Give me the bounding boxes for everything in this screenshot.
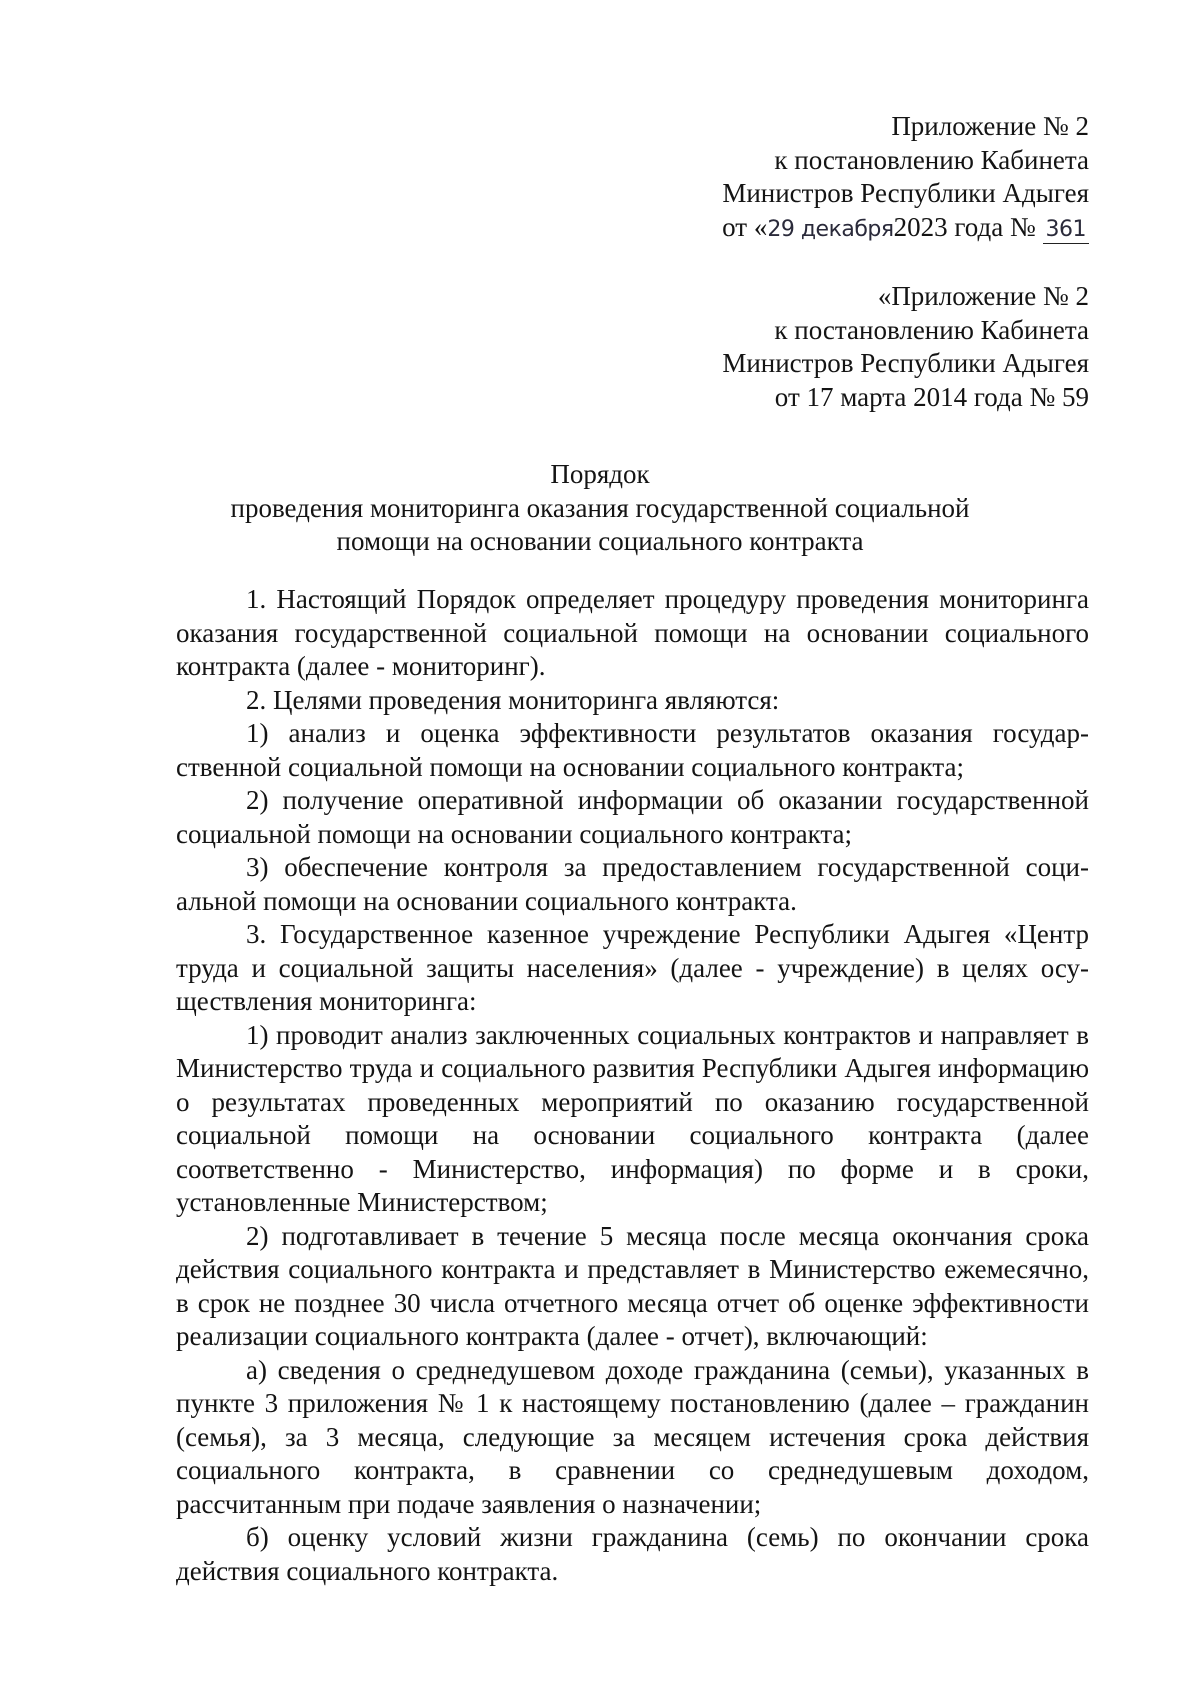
- approval-line: Приложение № 2: [891, 111, 1089, 141]
- paragraph: 2) получение оперативной информации об оказании государственной социальной помощи на основании социального контракта;: [176, 785, 1089, 849]
- paragraph: 1) анализ и оценка эффективности результатов оказания государственной социальной помощи на основании социального контракта;: [176, 718, 1089, 782]
- approval-line: Министров Республики Адыгея: [722, 348, 1089, 378]
- title-subtitle: помощи на основании социального контракта: [336, 526, 864, 556]
- handwritten-date: 29 декабря: [767, 216, 894, 242]
- document-title: [0, 458, 1200, 559]
- paragraph: 1. Настоящий Порядок определяет процедуру проведения мониторинга оказания государственной социальной помощи на основании социального контракта (далее - мониторинг).: [176, 584, 1089, 681]
- paragraph: 1) проводит анализ заключенных социальных контрактов и направляет в Министерство труда и социального развития Республики Адыгея информацию о результатах проведенных мероприятий по оказанию государственной социальной помощи на основании социального контракта (далее соответственно - Министерство, информация) по форме и в сроки, установленные Министерством;: [176, 1019, 1089, 1217]
- approval-stamp-current: [722, 110, 1089, 246]
- approval-line: к постановлению Кабинета: [774, 144, 1089, 175]
- paragraph: 2. Целями проведения мониторинга являются:: [246, 684, 780, 715]
- approval-line: «Приложение № 2: [877, 281, 1089, 311]
- approval-date-line: [722, 211, 1089, 247]
- paragraph: 3. Государственное казенное учреждение Республики Адыгея «Центр труда и социальной защиты населения» (далее - учреждение) в целях осуществления мониторинга:: [176, 919, 1089, 1016]
- date-year: 2023 года №: [893, 211, 1036, 242]
- paragraph: б) оценку условий жизни гражданина (семь) по окончании срока действия социального контракта.: [176, 1522, 1089, 1586]
- paragraph: а) сведения о среднедушевом доходе гражданина (семьи), указанных в пункте 3 приложения № 1 к настоящему постановлению (далее – гражданин (семья), за 3 месяца, следующие за месяцем истечения срока действия социального контракта, в сравнении со среднедушевым доходом, рассчитанным при подаче заявления о назначении;: [176, 1354, 1089, 1519]
- approval-line: Министров Республики Адыгея: [722, 178, 1089, 208]
- handwritten-number: 361: [1043, 217, 1090, 244]
- document-body: [176, 583, 1089, 1588]
- approval-line: от 17 марта 2014 года № 59: [774, 381, 1089, 412]
- title-subtitle: проведения мониторинга оказания государственной социальной: [230, 492, 970, 523]
- paragraph: 2) подготавливает в течение 5 месяца после месяца окончания срока действия социального контракта и представляет в Министерство ежемесячно, в срок не позднее 30 числа отчетного месяца отчет об оценке эффективности реализации социального контракта (далее - отчет), включающий:: [176, 1220, 1089, 1351]
- approval-stamp-original: [722, 280, 1089, 414]
- title-heading: Порядок: [550, 459, 650, 489]
- approval-line: к постановлению Кабинета: [774, 314, 1089, 345]
- paragraph: 3) обеспечение контроля за предоставлением государственной социальной помощи на основании социального контракта.: [176, 852, 1089, 916]
- date-prefix: от «: [722, 211, 768, 242]
